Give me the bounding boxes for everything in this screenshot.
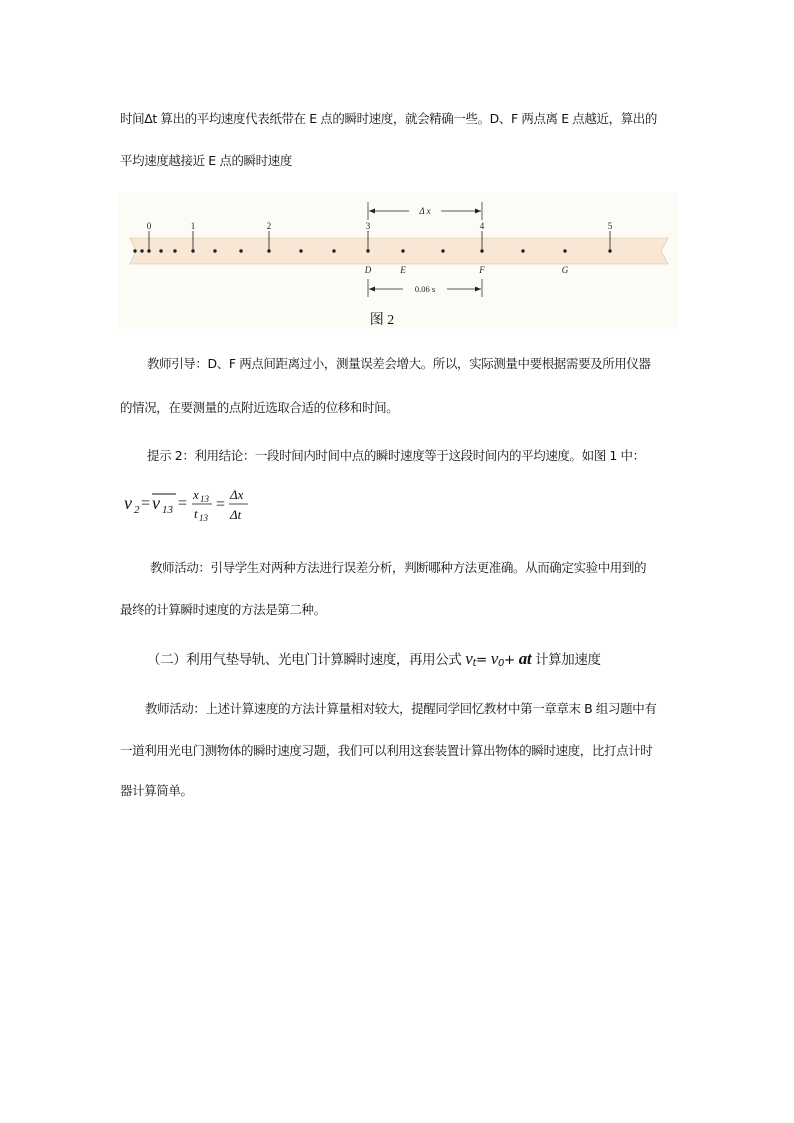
formula-frac1-num: x — [193, 487, 199, 502]
tape-dot — [332, 249, 335, 252]
paragraph-1-line-2: 平均速度越接近 E 点的瞬时速度 — [120, 153, 292, 168]
paragraph-5-line-3: 器计算简单。 — [120, 783, 193, 798]
tape-dot — [563, 249, 566, 252]
figure-caption: 图 2 — [369, 313, 395, 328]
paragraph-5-line-1: 教师活动：上述计算速度的方法计算量相对较大，提醒同学回忆教材中第一章章末 B 组习题中有 — [145, 701, 657, 716]
tick-label-2: 2 — [266, 221, 272, 231]
formula-lhs-sub: 2 — [134, 504, 140, 516]
tape-dot — [140, 249, 143, 252]
tick-label-1: 1 — [190, 221, 196, 231]
formula-frac1-num-sub: 13 — [200, 494, 209, 504]
tape-dot — [159, 249, 162, 252]
delta-x-label: Δ x — [419, 206, 431, 216]
formula-eq-1: = — [141, 495, 151, 512]
formula-frac1-den-sub: 13 — [199, 513, 208, 523]
formula-bar-v: v — [152, 493, 160, 513]
tape-dot — [239, 249, 242, 252]
paragraph-2-line-2: 的情况，在要测量的点附近选取合适的位移和时间。 — [120, 400, 399, 415]
formula-frac2-num: Δx — [230, 487, 244, 502]
heading-formula-0: 0 — [497, 658, 504, 669]
heading-formula-v: v — [465, 649, 473, 668]
paragraph-1-line-1: 时间Δt 算出的平均速度代表纸带在 E 点的瞬时速度，就会精确一些。D、F 两点离 E 点越近，算出的 — [120, 111, 658, 126]
tape-dot — [401, 249, 404, 252]
tape-dot — [299, 249, 302, 252]
paragraph-3-line-1: 提示 2：利用结论：一段时间内时间中点的瞬时速度等于这段时间内的平均速度。如图 1 中： — [147, 448, 645, 463]
tape-dot — [133, 249, 136, 252]
point-label-g: G — [561, 265, 569, 275]
paragraph-4-line-1: 教师活动：引导学生对两种方法进行误差分析，判断哪种方法更准确。从而确定实验中用到的 — [150, 560, 647, 575]
point-label-e: E — [400, 265, 406, 275]
tick-label-4: 4 — [479, 221, 485, 231]
tape-dot — [173, 249, 176, 252]
formula-eq-3: = — [216, 496, 226, 513]
formula-frac2-den: Δt — [230, 507, 242, 522]
section-heading — [147, 648, 707, 669]
paragraph-4-line-2: 最终的计算瞬时速度的方法是第二种。 — [120, 602, 326, 617]
heading-formula-at: at — [518, 649, 532, 668]
average-velocity-formula — [122, 482, 262, 527]
paragraph-2-line-1: 教师引导：D、F 两点间距离过小，测量误差会增大。所以，实际测量中要根据需要及所用仪器 — [147, 356, 651, 371]
tape-dot — [213, 249, 216, 252]
time-label: 0.06 s — [414, 284, 436, 294]
heading-formula-v0: v — [490, 649, 498, 668]
ticker-tape-figure — [118, 193, 678, 329]
tick-label-5: 5 — [607, 221, 613, 231]
heading-suffix: 计算加速度 — [531, 652, 601, 668]
tape-dot — [441, 249, 444, 252]
heading-formula-eq: = — [475, 652, 491, 668]
paragraph-5-line-2: 一道利用光电门测物体的瞬时速度习题，我们可以利用这套装置计算出物体的瞬时速度，比打点计时 — [120, 743, 653, 758]
point-label-f: F — [479, 265, 485, 275]
heading-prefix: （二）利用气垫导轨、光电门计算瞬时速度，再用公式 — [147, 652, 466, 668]
formula-lhs-v: v — [124, 493, 132, 513]
formula-frac1-den: t — [194, 506, 198, 521]
tick-label-3: 3 — [365, 221, 371, 231]
paper-tape — [130, 238, 668, 264]
formula-eq-2: = — [178, 495, 188, 512]
heading-formula-t: t — [472, 658, 476, 669]
heading-formula-plus: + — [503, 652, 519, 668]
point-label-d: D — [364, 265, 372, 275]
tape-dot — [521, 249, 524, 252]
formula-bar-sub: 13 — [162, 504, 173, 516]
tick-label-0: 0 — [146, 221, 152, 231]
